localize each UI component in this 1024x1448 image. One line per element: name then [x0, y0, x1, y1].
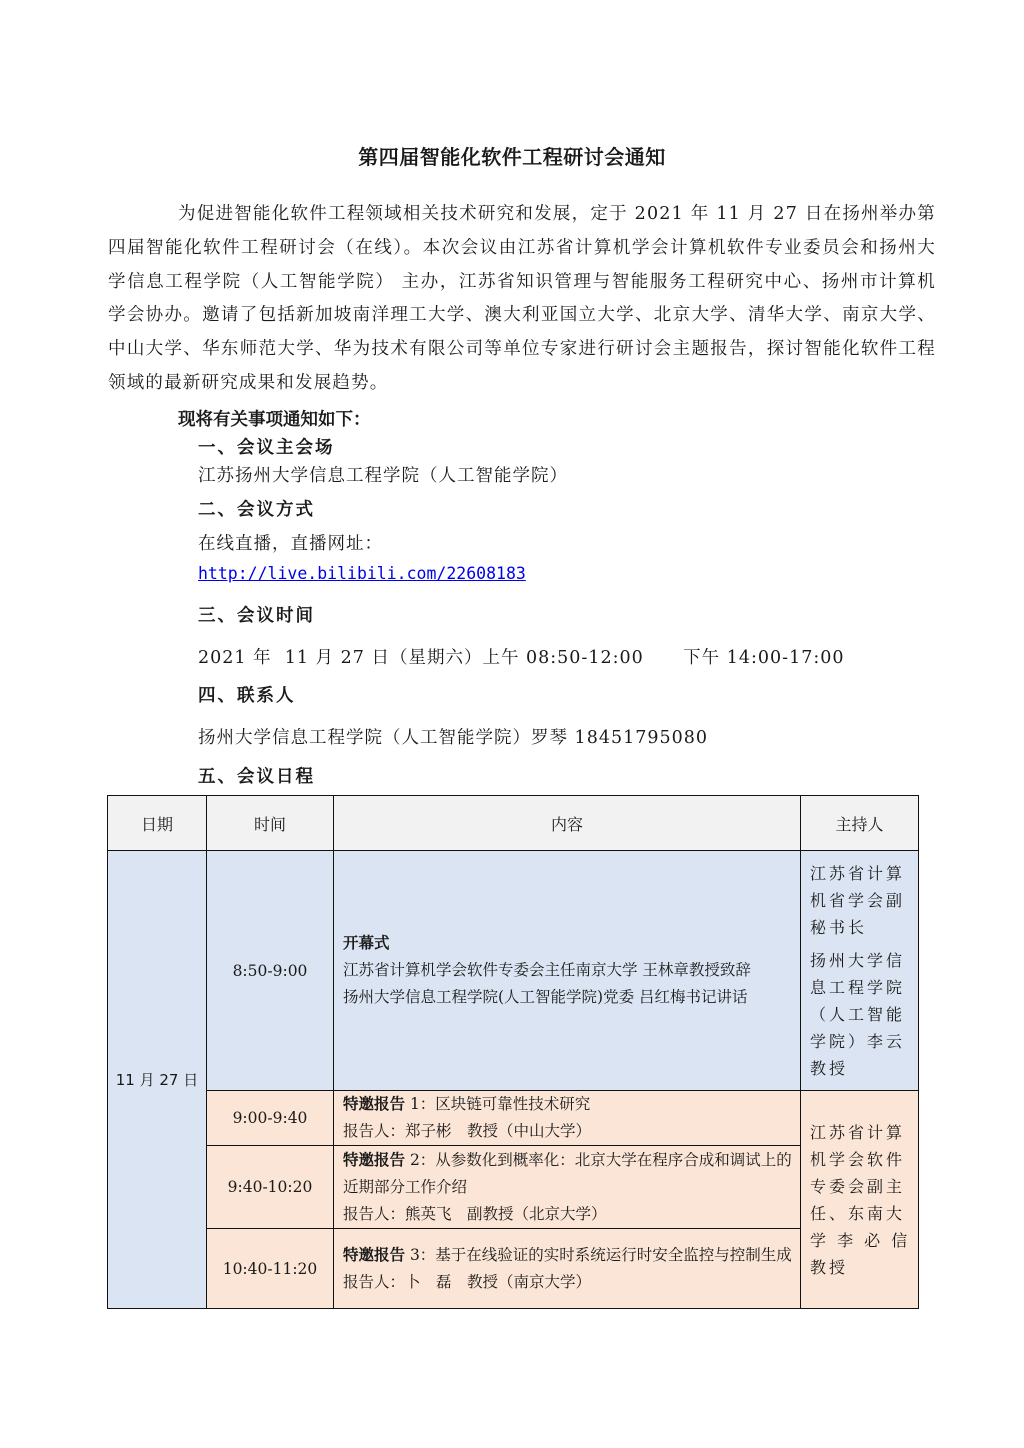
- report-label: 特邀报告: [343, 1245, 406, 1264]
- report-title: 3：基于在线验证的实时系统运行时安全监控与控制生成: [405, 1245, 792, 1264]
- time-cell: 8:50-9:00: [207, 851, 334, 1091]
- report-title: 2：从参数化到概率化：北京大学在程序合成和调试上的近期部分工作介绍: [343, 1150, 792, 1196]
- time-cell: 9:40-10:20: [207, 1146, 334, 1229]
- schedule-heading: 五、会议日程: [198, 767, 315, 787]
- time-cell: 10:40-11:20: [207, 1229, 334, 1309]
- table-header-row: [108, 796, 919, 851]
- host-cell: 江苏省计算机学会软件专委会副主任、东南大学 李 必 信 教授: [801, 1091, 919, 1309]
- host-name: 江苏省计算机省学会副秘书长: [810, 863, 906, 937]
- table-row-report: [108, 1229, 919, 1309]
- report-title: 1：区块链可靠性技术研究: [405, 1095, 591, 1113]
- opening-title: 开幕式: [343, 934, 390, 952]
- report-label: 特邀报告: [343, 1095, 406, 1113]
- host-name: 扬州大学信息工程学院（人工智能学院）李云教授: [810, 950, 906, 1078]
- mode-text: 在线直播，直播网址：: [198, 534, 383, 554]
- opening-line: 江苏省计算机学会软件专委会主任南京大学 王林章教授致辞: [343, 961, 751, 979]
- contact-heading: 四、联系人: [198, 686, 296, 706]
- content-cell: [334, 851, 801, 1091]
- report-speaker: 报告人：熊英飞 副教授（北京大学）: [343, 1204, 607, 1223]
- schedule-table: [107, 795, 919, 1309]
- report-speaker: 报告人：卜 磊 教授（南京大学）: [343, 1272, 592, 1291]
- live-stream-link[interactable]: http://live.bilibili.com/22608183: [198, 564, 526, 583]
- report-label: 特邀报告: [343, 1150, 406, 1169]
- date-text: 11 月 27 日: [115, 1071, 199, 1089]
- header-content: 内容: [334, 796, 801, 851]
- venue-heading: 一、会议主会场: [198, 438, 335, 458]
- time-heading: 三、会议时间: [198, 606, 315, 626]
- intro-paragraph: 为促进智能化软件工程领域相关技术研究和发展，定于 2021 年 11 月 27 日在扬州举办第四届智能化软件工程研讨会（在线）。本次会议由江苏省计算机学会计算机软件专业委员会和扬州大学信息工程学院（人工智能学院） 主办，江苏省知识管理与智能服务工程研究中心、扬州市计算机学会协办。邀请了包括新加坡南洋理工大学、澳大利亚国立大学、北京大学、清华大学、南京大学、中山大学、华东师范大学、华为技术有限公司等单位专家进行研讨会主题报告，探讨智能化软件工程领域的最新研究成果和发展趋势。: [108, 204, 936, 393]
- header-time: 时间: [207, 796, 334, 851]
- venue-text: 江苏扬州大学信息工程学院（人工智能学院）: [198, 466, 568, 486]
- table-row-report: [108, 1091, 919, 1146]
- report-speaker: 报告人：郑子彬 教授（中山大学）: [343, 1122, 592, 1140]
- page-title: 第四届智能化软件工程研讨会通知: [358, 145, 666, 169]
- header-date: 日期: [108, 796, 207, 851]
- host-cell: [801, 851, 919, 1091]
- content-cell: [334, 1229, 801, 1309]
- header-host: 主持人: [801, 796, 919, 851]
- content-cell: [334, 1091, 801, 1146]
- lead-line: 现将有关事项通知如下：: [178, 410, 371, 430]
- time-cell: 9:00-9:40: [207, 1091, 334, 1146]
- opening-line: 扬州大学信息工程学院(人工智能学院)党委 吕红梅书记讲话: [343, 988, 748, 1006]
- table-row-opening: [108, 851, 919, 1091]
- table-row-report: [108, 1146, 919, 1229]
- contact-text: 扬州大学信息工程学院（人工智能学院）罗琴 18451795080: [198, 728, 709, 748]
- date-cell: [108, 851, 207, 1309]
- content-cell: [334, 1146, 801, 1229]
- time-text: 2021 年 11 月 27 日（星期六）上午 08:50-12:00 下午 14:00-17:00: [198, 648, 845, 668]
- mode-heading: 二、会议方式: [198, 500, 315, 520]
